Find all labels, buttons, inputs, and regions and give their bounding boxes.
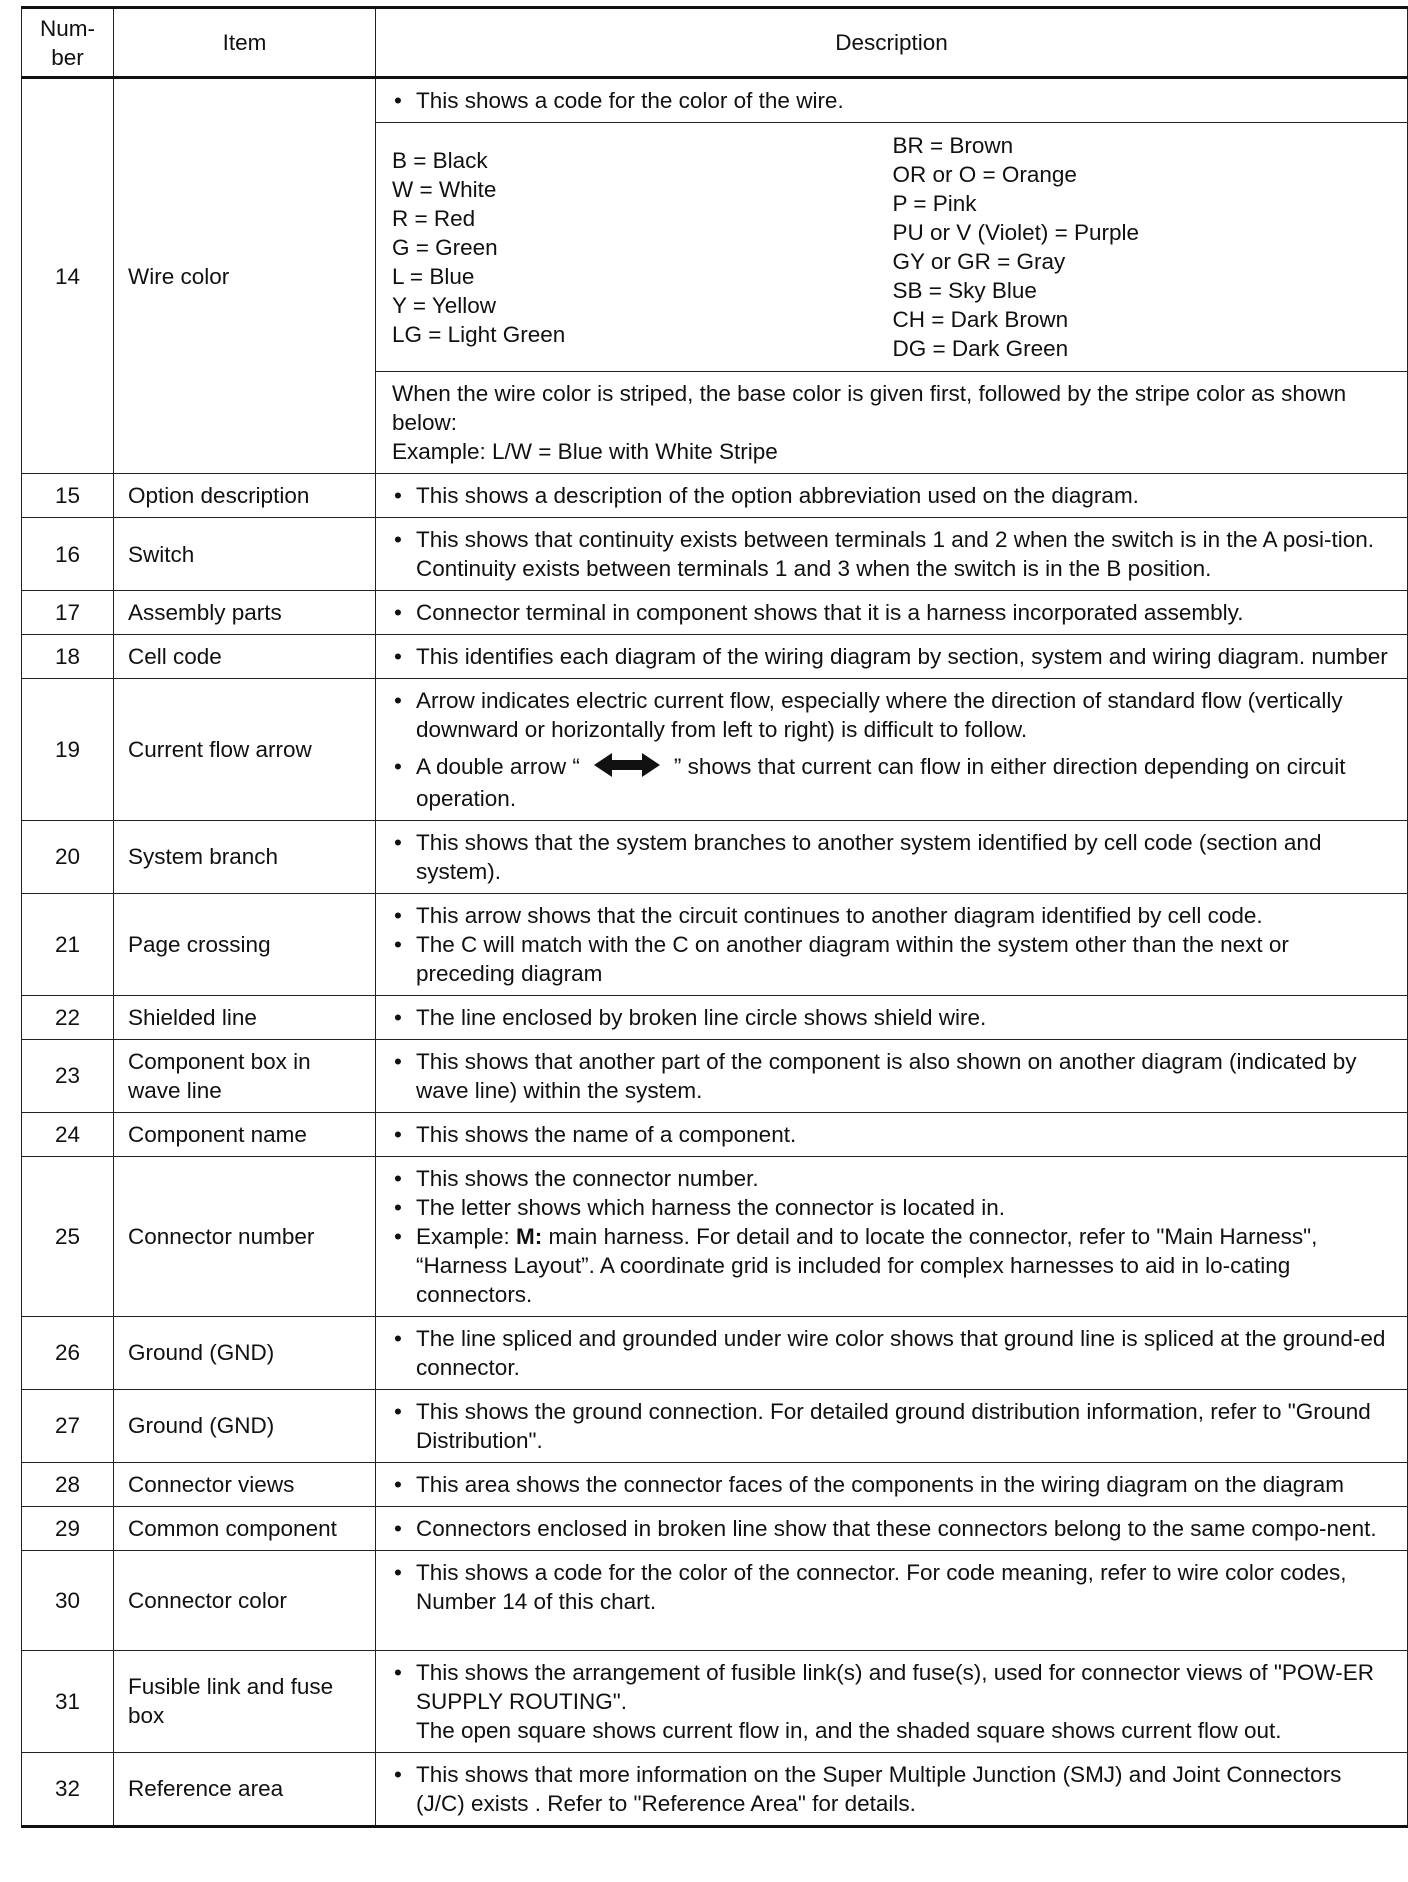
table-row [22, 679, 1408, 821]
bullet-text: • This shows the ground connection. For detailed ground distribution information, refer to "Ground Distribution". [392, 1397, 1393, 1455]
bullet-example [392, 1222, 1393, 1309]
row-description [376, 78, 1408, 474]
table-row [22, 635, 1408, 679]
bullet-double-arrow [392, 752, 1393, 813]
bullet-continuation: The open square shows current flow in, and the shaded square shows current flow out. [416, 1717, 1282, 1743]
row-number: 32 [22, 1752, 114, 1826]
table-row [22, 1039, 1408, 1112]
bullet-text: • This area shows the connector faces of the components in the wiring diagram on the diagram [392, 1470, 1393, 1499]
table-row [22, 820, 1408, 893]
header-number-line2: ber [51, 44, 84, 70]
table-row [22, 1650, 1408, 1752]
table-row [22, 1550, 1408, 1650]
double-arrow-icon [594, 753, 660, 784]
row-description [376, 591, 1408, 635]
bullet-text: • This shows that the system branches to another system identified by cell code (section and system). [392, 828, 1393, 886]
row-number: 26 [22, 1316, 114, 1389]
row-description [376, 1039, 1408, 1112]
wire-color-intro [376, 79, 1407, 123]
color-code-item: W = White [392, 176, 497, 202]
bullet-text: • This shows a code for the color of the connector. For code meaning, refer to wire color codes, Number 14 of this chart. [392, 1558, 1393, 1616]
stripe-example: Example: L/W = Blue with White Stripe [392, 439, 778, 464]
row-description [376, 679, 1408, 821]
color-code-item: B = Black [392, 147, 488, 173]
row-item: Component name [114, 1112, 376, 1156]
color-code-item: R = Red [392, 205, 476, 231]
row-item: Component box in wave line [114, 1039, 376, 1112]
table-row [22, 78, 1408, 474]
row-item: Fusible link and fuse box [114, 1650, 376, 1752]
table-row [22, 518, 1408, 591]
row-item: Cell code [114, 635, 376, 679]
header-number [22, 8, 114, 78]
bullet-text: • This shows the arrangement of fusible link(s) and fuse(s), used for connector views of "POW-ER SUPPLY ROUTING". [392, 1658, 1393, 1716]
header-item: Item [114, 8, 376, 78]
table-row [22, 1506, 1408, 1550]
bullet-text: • The C will match with the C on another diagram within the system other than the next or preceding diagram [392, 930, 1393, 988]
row-number: 29 [22, 1506, 114, 1550]
color-code-item: BR = Brown [892, 133, 1014, 158]
header-number-line1: Num- [40, 15, 95, 41]
row-number: 24 [22, 1112, 114, 1156]
color-code-item: P = Pink [892, 191, 977, 216]
example-text: main harness. For detail and to locate the connector, refer to "Main Harness", “Harness Layout”. A coordinate grid is included for complex harnesses to aid in lo-cating connectors. [416, 1223, 1318, 1307]
color-code-item: Y = Yellow [392, 292, 497, 318]
row-item: Wire color [114, 78, 376, 474]
row-item: Shielded line [114, 995, 376, 1039]
row-item: Ground (GND) [114, 1389, 376, 1462]
bullet-text: • This shows the connector number. [392, 1164, 1393, 1193]
color-codes-right [893, 131, 1394, 363]
color-code-item: GY or GR = Gray [892, 249, 1066, 274]
row-description [376, 1550, 1408, 1650]
header-description: Description [376, 8, 1408, 78]
table-row [22, 1752, 1408, 1826]
row-item: Option description [114, 474, 376, 518]
row-item: Connector number [114, 1156, 376, 1316]
bullet-text: • Connectors enclosed in broken line show that these connectors belong to the same compo-nent. [392, 1514, 1393, 1543]
bullet-text: • This shows that more information on the Super Multiple Junction (SMJ) and Joint Connectors (J/C) exists . Refer to "Reference Area" for details. [392, 1760, 1393, 1818]
color-code-item: L = Blue [392, 263, 475, 289]
row-description [376, 1506, 1408, 1550]
row-item: Switch [114, 518, 376, 591]
table-row [22, 1389, 1408, 1462]
row-description [376, 820, 1408, 893]
table-row [22, 995, 1408, 1039]
double-arrow-pre: A double arrow “ [416, 754, 580, 779]
table-row [22, 474, 1408, 518]
color-code-item: PU or V (Violet) = Purple [892, 220, 1140, 245]
row-number: 30 [22, 1550, 114, 1650]
stripe-text: When the wire color is striped, the base color is given first, followed by the stripe color as shown below: [392, 381, 1347, 435]
table-row [22, 591, 1408, 635]
color-code-item: SB = Sky Blue [892, 278, 1037, 303]
row-item: Page crossing [114, 893, 376, 995]
row-item: Common component [114, 1506, 376, 1550]
row-description [376, 1462, 1408, 1506]
bullet-text: • This shows that another part of the component is also shown on another diagram (indicated by wave line) within the system. [392, 1047, 1393, 1105]
bullet-text: • This shows a description of the option abbreviation used on the diagram. [392, 481, 1393, 510]
row-number: 27 [22, 1389, 114, 1462]
row-number: 16 [22, 518, 114, 591]
bullet-text: • The letter shows which harness the connector is located in. [392, 1193, 1393, 1222]
row-number: 23 [22, 1039, 114, 1112]
color-code-item: OR or O = Orange [892, 162, 1077, 187]
row-number: 31 [22, 1650, 114, 1752]
row-item: Assembly parts [114, 591, 376, 635]
bullet-text: • The line spliced and grounded under wire color shows that ground line is spliced at the ground-ed connector. [392, 1324, 1393, 1382]
row-item: Reference area [114, 1752, 376, 1826]
row-description [376, 1156, 1408, 1316]
bullet-text: • This shows that continuity exists between terminals 1 and 2 when the switch is in the A posi-tion. Continuity exists between terminals 1 and 3 when the switch is in the B position. [392, 525, 1393, 583]
row-description [376, 1389, 1408, 1462]
row-number: 25 [22, 1156, 114, 1316]
row-item: Current flow arrow [114, 679, 376, 821]
row-description [376, 635, 1408, 679]
row-number: 14 [22, 78, 114, 474]
row-description [376, 893, 1408, 995]
color-code-item: CH = Dark Brown [892, 307, 1069, 332]
row-description [376, 995, 1408, 1039]
bullet-text: • Arrow indicates electric current flow, especially where the direction of standard flow (vertically downward or horizontally from left to right) is difficult to follow. [392, 686, 1393, 744]
table-header-row [22, 8, 1408, 78]
row-number: 19 [22, 679, 114, 821]
row-item: System branch [114, 820, 376, 893]
table-row [22, 1316, 1408, 1389]
row-number: 15 [22, 474, 114, 518]
row-number: 18 [22, 635, 114, 679]
row-item: Ground (GND) [114, 1316, 376, 1389]
row-description [376, 518, 1408, 591]
bullet-text: • Connector terminal in component shows that it is a harness incorporated assembly. [392, 598, 1393, 627]
table-row [22, 1462, 1408, 1506]
color-codes-left [392, 131, 893, 363]
row-description [376, 1316, 1408, 1389]
example-prefix: Example: [416, 1223, 517, 1249]
row-description [376, 1112, 1408, 1156]
row-number: 21 [22, 893, 114, 995]
example-harness-code: M: [516, 1223, 543, 1249]
wiring-legend-table [21, 6, 1408, 1828]
row-number: 20 [22, 820, 114, 893]
table-row [22, 1156, 1408, 1316]
double-arrow-post: ” shows that current can flow in either direction depending on circuit operation. [416, 754, 1346, 811]
row-number: 28 [22, 1462, 114, 1506]
wire-color-codes [376, 123, 1407, 372]
row-item: Connector color [114, 1550, 376, 1650]
row-number: 17 [22, 591, 114, 635]
bullet-text: • The line enclosed by broken line circle shows shield wire. [392, 1003, 1393, 1032]
bullet-text: • This shows the name of a component. [392, 1120, 1393, 1149]
color-code-item: G = Green [392, 234, 498, 260]
row-description [376, 1650, 1408, 1752]
row-item: Connector views [114, 1462, 376, 1506]
row-number: 22 [22, 995, 114, 1039]
row-description [376, 474, 1408, 518]
bullet-text: • This shows a code for the color of the wire. [392, 86, 1393, 115]
table-row [22, 893, 1408, 995]
stripe-note [376, 372, 1407, 473]
table-row [22, 1112, 1408, 1156]
row-description [376, 1752, 1408, 1826]
color-code-item: DG = Dark Green [892, 336, 1069, 361]
bullet-text: • This identifies each diagram of the wiring diagram by section, system and wiring diagram. number [392, 642, 1393, 671]
color-code-item: LG = Light Green [392, 321, 566, 347]
bullet-text: • This arrow shows that the circuit continues to another diagram identified by cell code. [392, 901, 1393, 930]
